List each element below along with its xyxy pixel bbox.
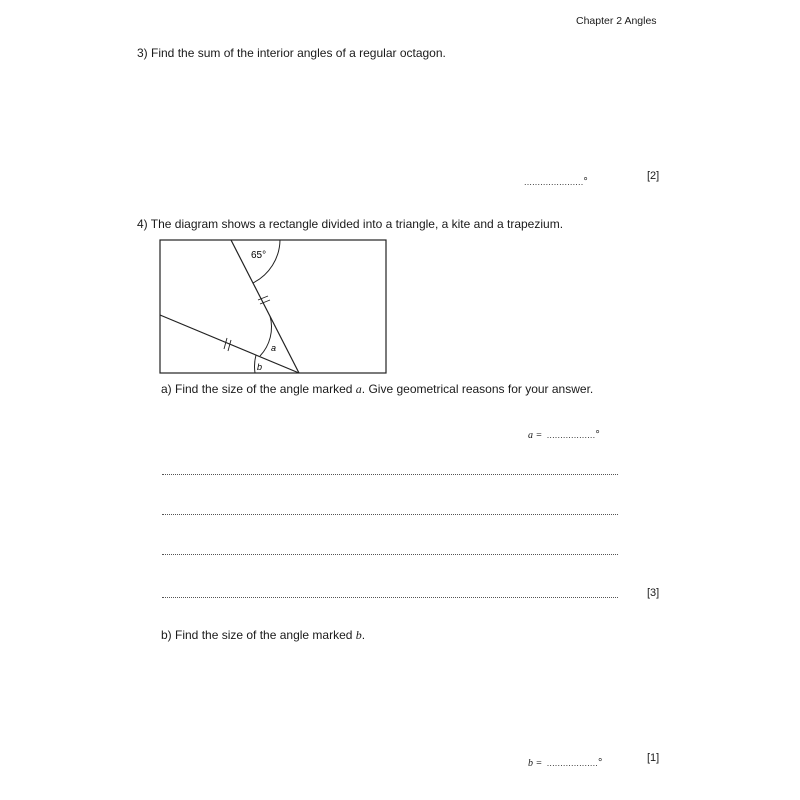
question-4a	[161, 382, 593, 397]
question-4b-marks: [1]	[647, 752, 660, 764]
answer-dots: ......................	[524, 177, 584, 187]
question-3-number: 3)	[137, 46, 148, 60]
question-4b	[161, 628, 365, 643]
reason-line-4[interactable]	[162, 597, 618, 598]
question-4	[137, 217, 563, 231]
question-4-text: The diagram shows a rectangle divided into a triangle, a kite and a trapezium.	[150, 217, 564, 231]
question-4b-answer-line[interactable]	[528, 753, 602, 771]
angle-arc-65	[253, 240, 280, 283]
geometry-diagram	[150, 234, 400, 384]
degree-symbol: °	[595, 429, 600, 441]
question-3-marks: [2]	[647, 170, 660, 182]
question-3-answer-line[interactable]	[524, 172, 588, 190]
reason-line-3[interactable]	[162, 554, 618, 555]
degree-symbol: °	[583, 176, 588, 188]
angle-label-65: 65°	[251, 250, 267, 261]
question-4-number: 4)	[137, 217, 148, 231]
question-4a-marks: [3]	[647, 587, 660, 599]
question-4a-label: a)	[161, 382, 172, 396]
angle-arc-a	[260, 316, 272, 356]
tick-mark	[224, 338, 227, 349]
question-4b-label: b)	[161, 628, 172, 642]
degree-symbol: °	[598, 757, 603, 769]
answer-prefix-a: a =	[528, 430, 543, 441]
angle-arc-b	[255, 355, 256, 373]
reason-line-2[interactable]	[162, 514, 618, 515]
question-4a-answer-line[interactable]	[528, 425, 600, 443]
question-4b-text-after: .	[361, 628, 366, 642]
question-3	[137, 46, 446, 60]
question-4b-text-before: Find the size of the angle marked	[175, 628, 356, 642]
question-4a-text-before: Find the size of the angle marked	[175, 382, 356, 396]
rectangle	[160, 240, 386, 373]
chapter-header: Chapter 2 Angles	[576, 15, 657, 27]
variable-a: a	[355, 382, 362, 396]
question-4a-text-after: . Give geometrical reasons for your answer.	[361, 382, 594, 396]
variable-b: b	[355, 628, 362, 642]
tick-mark	[228, 340, 231, 351]
reason-line-1[interactable]	[162, 474, 618, 475]
answer-dots: ...................	[546, 758, 599, 768]
angle-label-b: b	[257, 362, 263, 372]
question-3-text: Find the sum of the interior angles of a regular octagon.	[151, 46, 446, 60]
answer-prefix-b: b =	[528, 758, 543, 769]
angle-label-a: a	[271, 343, 277, 353]
answer-dots: ..................	[546, 430, 596, 440]
